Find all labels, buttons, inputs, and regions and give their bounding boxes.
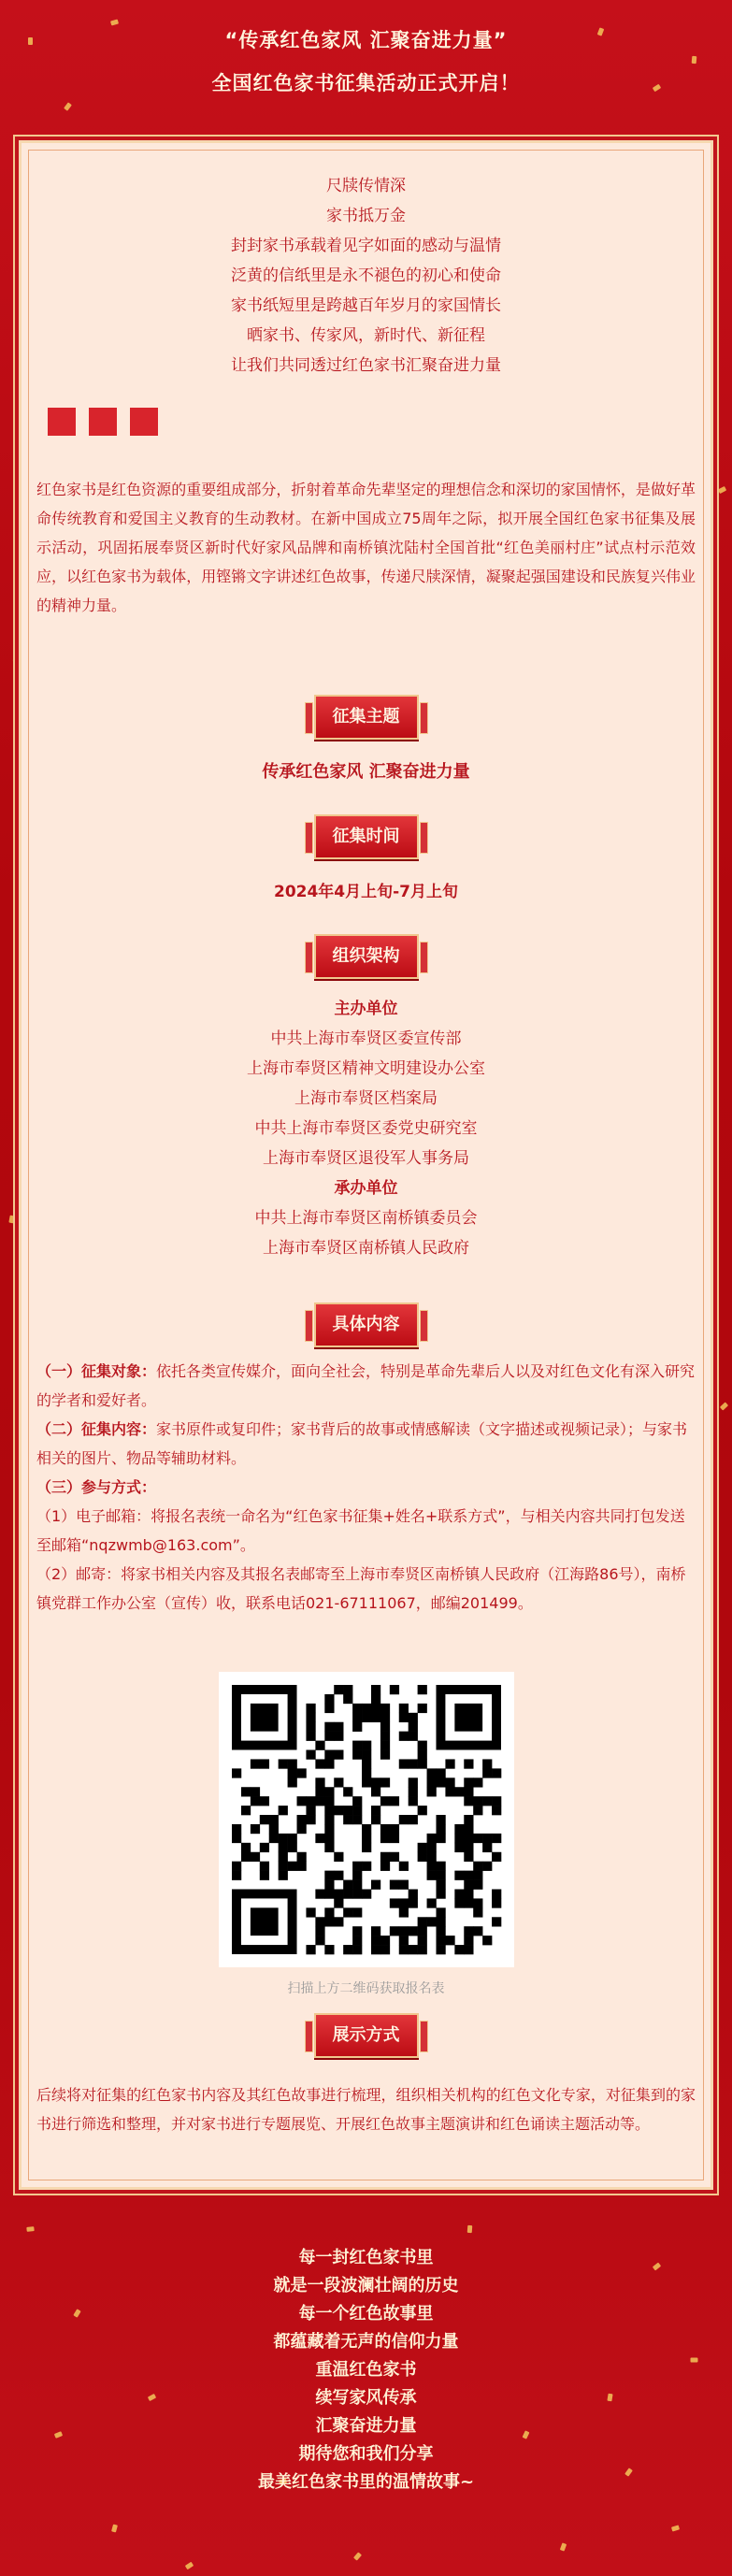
display-paragraph: 后续将对征集的红色家书内容及其红色故事进行梳理，组织相关机构的红色文化专家，对征集到的家书进行筛选和整理，并对家书进行专题展览、开展红色故事主题演讲和红色诵读主题活动等。 [36,2086,696,2133]
qr-code[interactable] [219,1672,514,1967]
org-structure [22,994,710,1263]
content-item-1 [36,1357,696,1415]
section-tag-time: 征集时间 [314,814,419,859]
section-tag-content: 具体内容 [314,1302,419,1347]
section-tag-theme: 征集主题 [314,695,419,740]
confetti-piece [718,486,726,494]
poem-line: 晒家书、传家风，新时代、新征程 [247,326,485,345]
confetti-piece [185,2562,194,2570]
confetti-piece [111,2524,118,2532]
poem-line: 封封家书承载着见字如面的感动与温情 [231,237,501,255]
confetti-piece [467,2225,473,2233]
footer-line: 都蕴藏着无声的信仰力量 [273,2332,459,2352]
host-unit: 上海市奉贤区精神文明建设办公室 [247,1059,485,1078]
footer-line: 每一个红色故事里 [298,2304,434,2324]
footer-line: 重温红色家书 [315,2360,417,2380]
footer-line: 期待您和我们分享 [298,2444,434,2464]
footer-line: 就是一段波澜壮阔的历史 [273,2276,459,2295]
content-item-3-mail: （2）邮寄：将家书相关内容及其报名表邮寄至上海市奉贤区南桥镇人民政府（江海路86号），南桥镇党群工作办公室（宣传）收，联系电话021-67111067，邮编201499。 [36,1565,686,1612]
confetti-piece [671,2525,680,2531]
qr-caption: 扫描上方二维码获取报名表 [287,1981,445,1996]
content-item-3-email: （1）电子邮箱：将报名表统一命名为“红色家书征集+姓名+联系方式”，与相关内容共同打包发送至邮箱“nqzwmb@163.com”。 [36,1507,685,1554]
square-decoration [89,408,117,436]
square-decoration [130,408,158,436]
host-unit: 上海市奉贤区退役军人事务局 [263,1149,469,1168]
footer-line: 续写家风传承 [315,2388,417,2408]
host-heading: 主办单位 [334,1000,398,1018]
organizer-unit: 上海市奉贤区南桥镇人民政府 [263,1239,469,1258]
footer-line: 汇聚奋进力量 [315,2416,417,2436]
header-subtitle: 全国红色家书征集活动正式开启！ [211,72,521,94]
poem-line: 尺牍传情深 [326,177,406,195]
content-item-label: （一）征集对象： [36,1362,157,1380]
content-details [36,1357,696,1618]
content-item-label: （二）征集内容： [36,1420,157,1438]
organizer-heading: 承办单位 [334,1179,398,1198]
content-item-text: 依托各类宣传媒介，面向全社会，特别是革命先辈后人以及对红色文化有深入研究的学者和爱好者。 [36,1362,696,1409]
time-text: 2024年4月上旬-7月上旬 [273,883,459,901]
poem [22,171,710,381]
confetti-piece [64,102,72,110]
content-item-text: 家书原件或复印件；家书背后的故事或情感解读（文字描述或视频记录）；与家书相关的图片、物品等辅助材料。 [36,1420,688,1467]
organizer-unit: 中共上海市奉贤区南桥镇委员会 [254,1209,478,1228]
footer-slogan [0,2244,732,2497]
poem-line: 让我们共同透过红色家书汇聚奋进力量 [231,356,501,375]
square-decoration [48,408,76,436]
confetti-piece [110,19,119,25]
section-tag-display: 展示方式 [314,2013,419,2058]
confetti-piece [560,2542,567,2551]
content-item-2 [36,1415,696,1473]
decorative-squares [48,408,158,436]
host-unit: 中共上海市奉贤区委宣传部 [270,1029,462,1048]
header-title: “传承红色家风 汇聚奋进力量” [224,29,508,51]
poem-line: 家书纸短里是跨越百年岁月的家国情长 [231,296,501,315]
confetti-piece [720,1402,728,1410]
theme-text: 传承红色家风 汇聚奋进力量 [262,762,470,782]
confetti-piece [353,2552,362,2560]
footer-line: 每一封红色家书里 [298,2248,434,2267]
confetti-piece [8,1216,14,1224]
host-unit: 上海市奉贤区档案局 [294,1089,438,1108]
section-tag-org: 组织架构 [314,934,419,979]
intro-paragraph: 红色家书是红色资源的重要组成部分，折射着革命先辈坚定的理想信念和深切的家国情怀，是做好革命传统教育和爱国主义教育的生动教材。在新中国成立75周年之际，拟开展全国红色家书征集及展示活动，巩固拓展奉贤区新时代好家风品牌和南桥镇沈陆村全国首批“红色美丽村庄”试点村示范效应，以红色家书为载体，用铿锵文字讲述红色故事，传递尺牍深情，凝聚起强国建设和民族复兴伟业的精神力量。 [36,481,696,614]
poem-line: 泛黄的信纸里是永不褪色的初心和使命 [231,266,501,285]
host-unit: 中共上海市奉贤区委党史研究室 [254,1119,478,1138]
content-panel [19,140,713,2190]
confetti-piece [26,2226,34,2232]
content-item-3-label: （三）参与方式： [36,1478,157,1496]
footer-line: 最美红色家书里的温情故事~ [257,2472,475,2492]
poem-line: 家书抵万金 [326,207,406,225]
header [0,26,732,97]
qr-code-image [219,1672,514,1967]
